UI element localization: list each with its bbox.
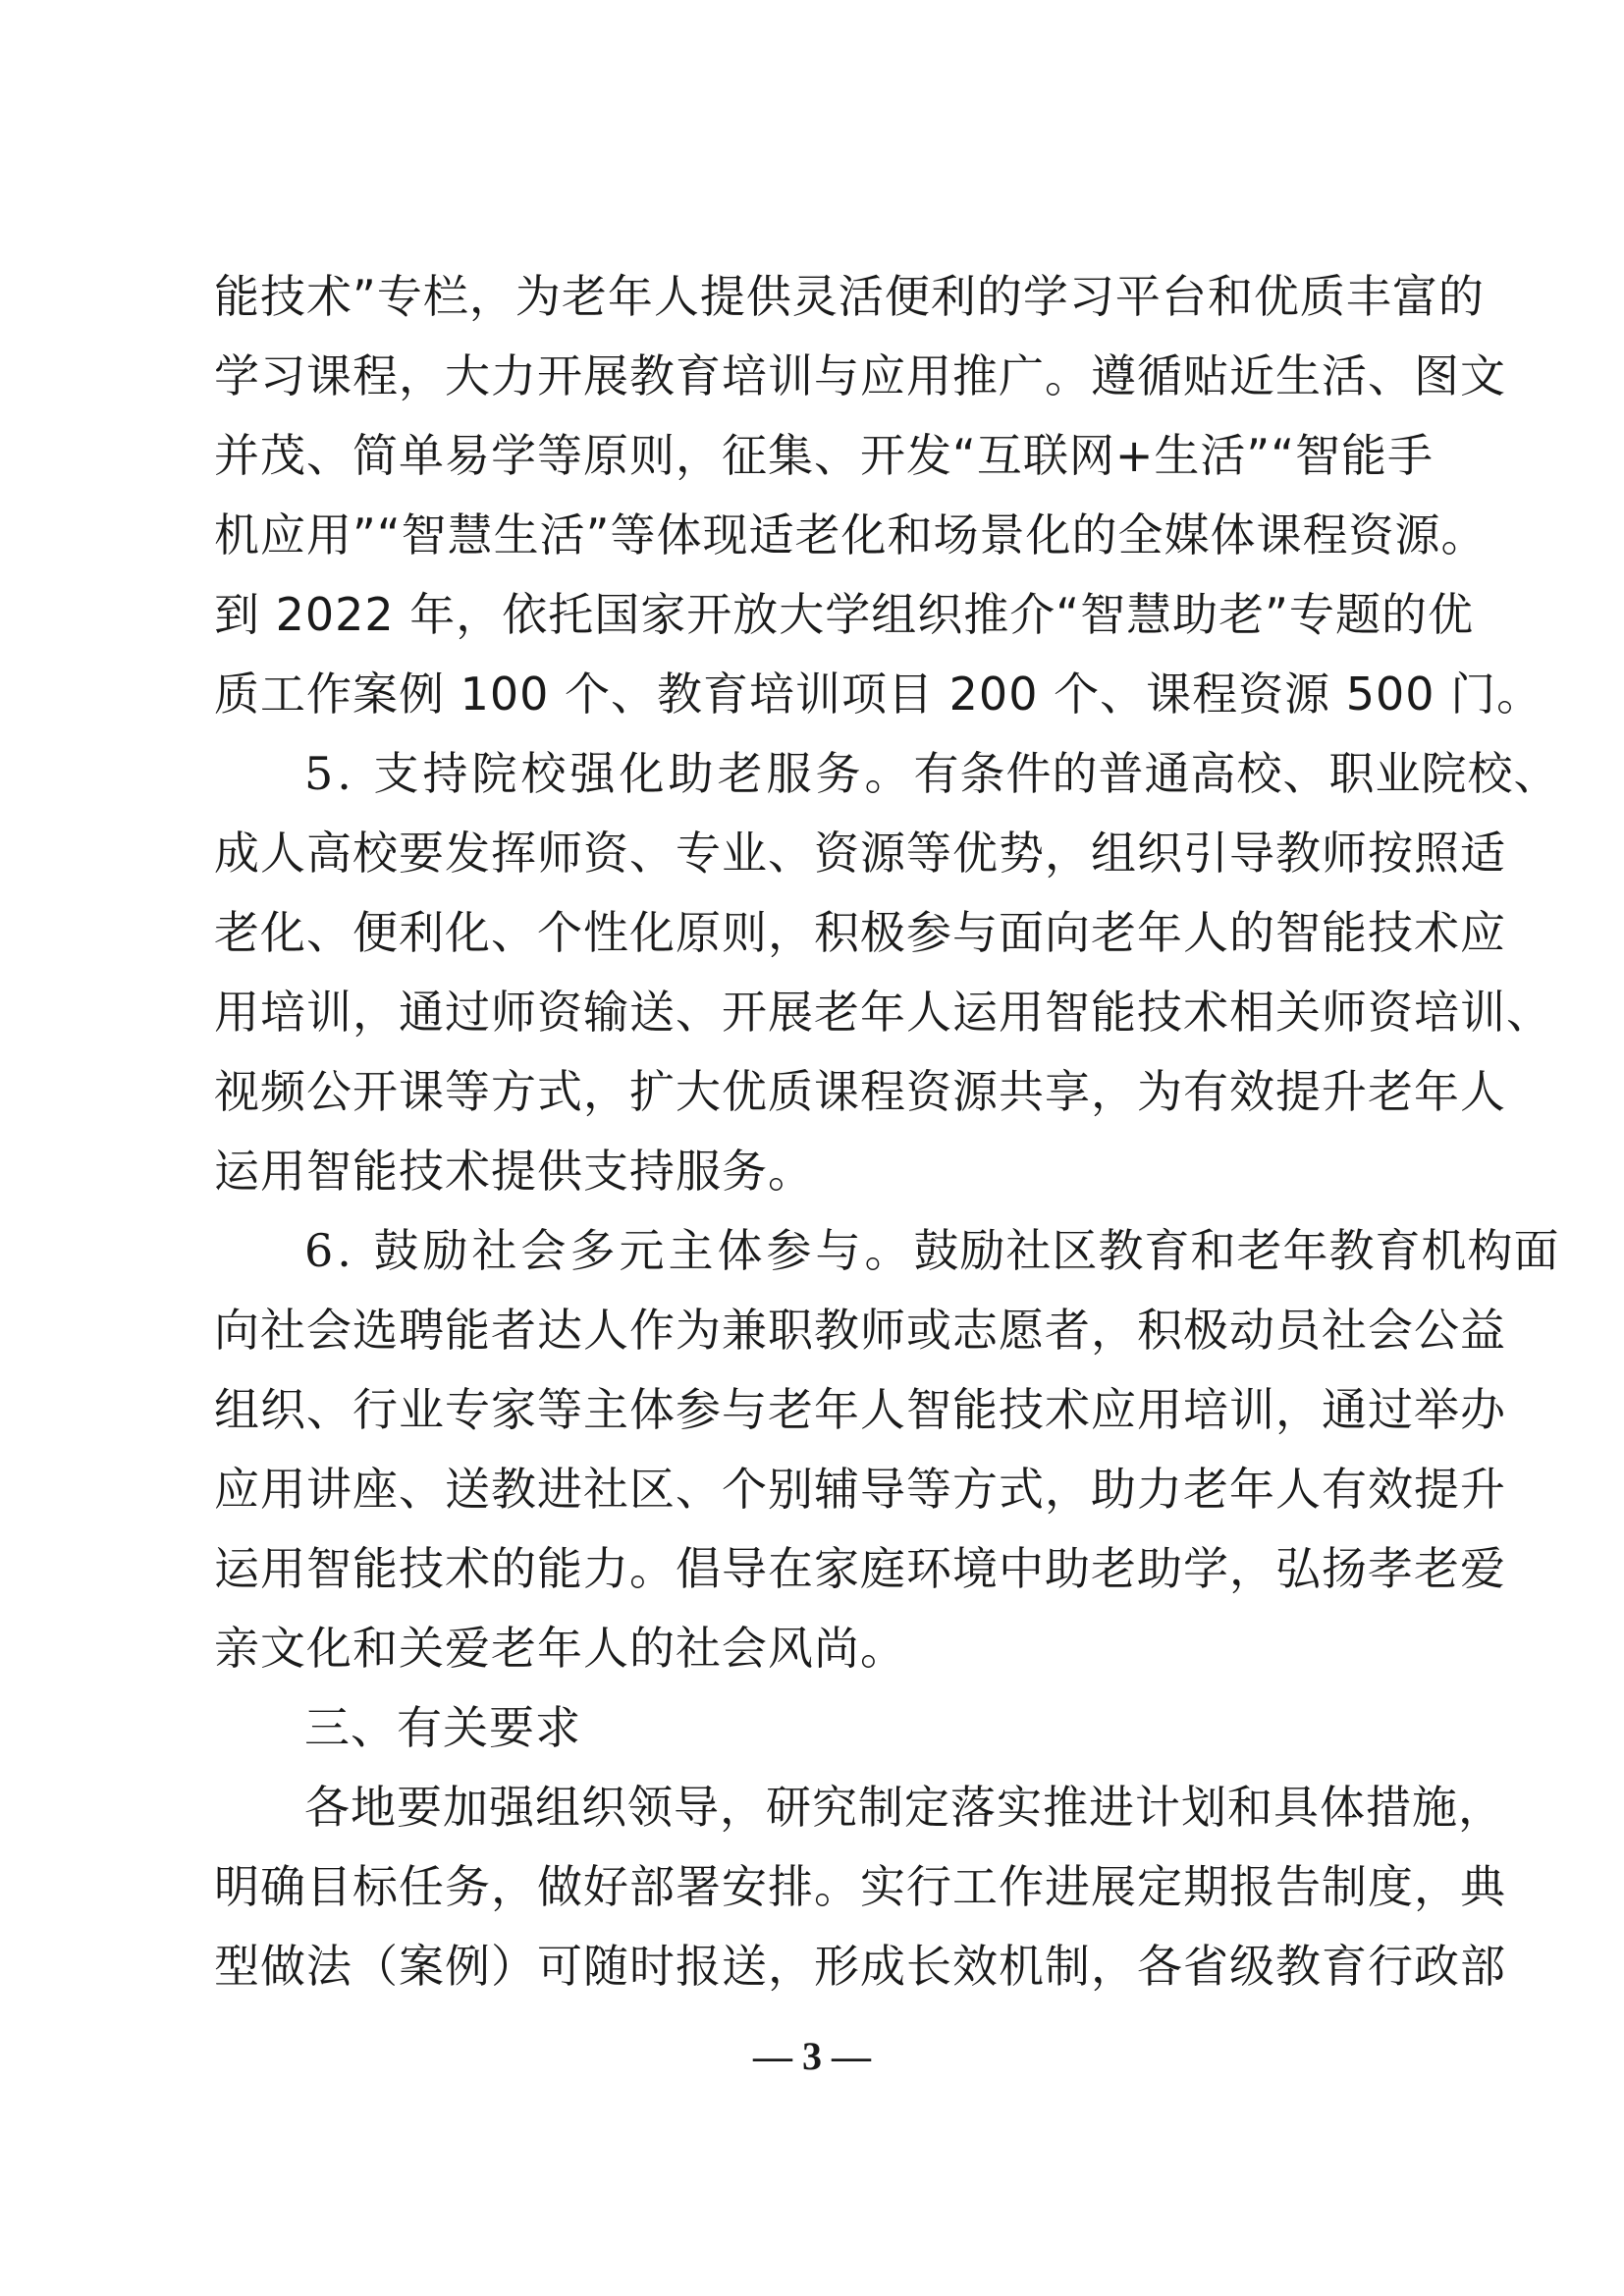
page-number: — 3 — [753,2034,871,2078]
section-title: 三、有关要求 [304,1701,581,1754]
text-line: 组织、行业专家等主体参与老年人智能技术应用培训，通过举办 [214,1383,1506,1436]
text-line: 质工作案例 100 个、教育培训项目 200 个、课程资源 500 门。 [214,667,1543,721]
text-line: 运用智能技术的能力。倡导在家庭环境中助老助学，弘扬孝老爱 [214,1542,1506,1595]
paragraph-continuation [214,257,1543,734]
text-line: 型做法（案例）可随时报送，形成长效机制，各省级教育行政部 [214,1940,1506,1993]
text-line [214,1211,1560,1291]
item-heading: 5. 支持院校强化助老服务。 [304,747,914,800]
text-line: 能技术”专栏，为老年人提供灵活便利的学习平台和优质丰富的 [214,270,1485,323]
document-body [214,257,1560,2006]
paragraph-item-5 [214,734,1560,1211]
text-line: 机应用”“智慧生活”等体现适老化和场景化的全媒体课程资源。 [214,508,1488,561]
text-line: 向社会选聘能者达人作为兼职教师或志愿者，积极动员社会公益 [214,1304,1506,1357]
text-line [214,734,1560,814]
text-line: 学习课程，大力开展教育培训与应用推广。遵循贴近生活、图文 [214,349,1506,402]
text-line: 用培训，通过师资输送、开展老年人运用智能技术相关师资培训、 [214,986,1552,1039]
item-text: 有条件的普通高校、职业院校、 [913,747,1560,800]
text-line: 视频公开课等方式，扩大优质课程资源共享，为有效提升老年人 [214,1065,1506,1118]
paragraph-requirements [214,1768,1506,2006]
text-line: 运用智能技术提供支持服务。 [214,1145,814,1198]
item-text: 鼓励社区教育和老年教育机构面 [913,1224,1560,1277]
paragraph-item-6 [214,1211,1560,1688]
text-line: 成人高校要发挥师资、专业、资源等优势，组织引导教师按照适 [214,827,1506,880]
text-line: 应用讲座、送教进社区、个别辅导等方式，助力老年人有效提升 [214,1463,1506,1516]
text-line: 亲文化和关爱老年人的社会风尚。 [214,1622,906,1675]
text-line: 老化、便利化、个性化原则，积极参与面向老年人的智能技术应 [214,906,1506,959]
text-line: 到 2022 年，依托国家开放大学组织推介“智慧助老”专题的优 [214,588,1474,641]
text-line: 明确目标任务，做好部署安排。实行工作进展定期报告制度，典 [214,1860,1506,1913]
item-heading: 6. 鼓励社会多元主体参与。 [304,1224,914,1277]
text-line: 并茂、简单易学等原则，征集、开发“互联网+生活”“智能手 [214,429,1435,482]
text-line: 各地要加强组织领导，研究制定落实推进计划和具体措施， [304,1781,1504,1834]
